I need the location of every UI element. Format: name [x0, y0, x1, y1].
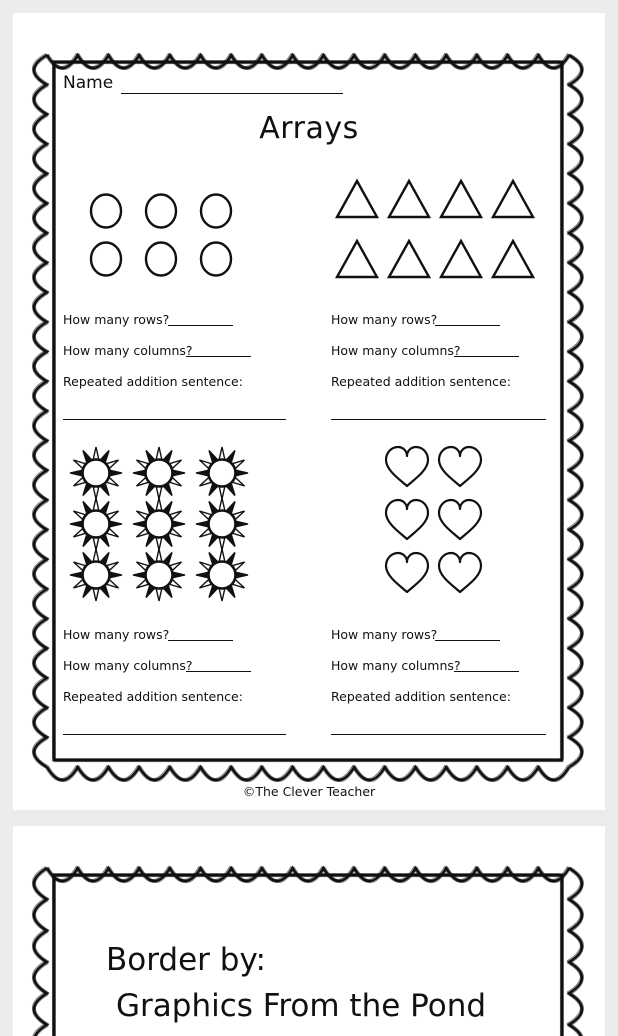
- heart-icon: [386, 553, 428, 592]
- worksheet-page: [13, 13, 605, 810]
- columns-question: How many columns?: [63, 658, 193, 673]
- circle-icon: [146, 243, 176, 276]
- triangle-icon: [441, 181, 481, 217]
- sun-icon: [70, 447, 122, 499]
- columns-blank: [186, 356, 251, 357]
- sentence-question: Repeated addition sentence:: [331, 689, 511, 704]
- sun-array: [70, 447, 248, 601]
- triangle-icon: [337, 181, 377, 217]
- circle-icon: [146, 195, 176, 228]
- rows-question: How many rows?: [331, 312, 438, 327]
- sun-icon: [196, 549, 248, 601]
- sentence-answer-line: [63, 734, 286, 735]
- circle-array: [91, 195, 231, 276]
- credits-line-1: Border by:: [106, 942, 266, 978]
- triangle-array: [337, 181, 533, 277]
- triangle-icon: [389, 241, 429, 277]
- heart-icon: [439, 447, 481, 486]
- rows-blank: [435, 640, 500, 641]
- credits-page: [13, 826, 605, 1036]
- heart-icon: [386, 447, 428, 486]
- rows-blank: [168, 640, 233, 641]
- circle-icon: [201, 243, 231, 276]
- sun-icon: [133, 447, 185, 499]
- columns-blank: [186, 671, 251, 672]
- columns-blank: [454, 671, 519, 672]
- sun-icon: [196, 447, 248, 499]
- triangle-icon: [493, 181, 533, 217]
- copyright-notice: ©The Clever Teacher: [242, 784, 376, 799]
- columns-question: How many columns?: [63, 343, 193, 358]
- rows-question: How many rows?: [63, 627, 170, 642]
- sentence-question: Repeated addition sentence:: [63, 374, 243, 389]
- heart-icon: [439, 553, 481, 592]
- heart-array: [386, 447, 481, 592]
- rows-blank: [168, 325, 233, 326]
- columns-question: How many columns?: [331, 343, 461, 358]
- sentence-answer-line: [331, 734, 546, 735]
- worksheet-title: Arrays: [259, 111, 359, 146]
- sun-icon: [133, 549, 185, 601]
- rows-question: How many rows?: [63, 312, 170, 327]
- circle-icon: [201, 195, 231, 228]
- heart-icon: [439, 500, 481, 539]
- sentence-question: Repeated addition sentence:: [63, 689, 243, 704]
- sun-icon: [70, 549, 122, 601]
- triangle-icon: [389, 181, 429, 217]
- heart-icon: [386, 500, 428, 539]
- columns-blank: [454, 356, 519, 357]
- sentence-answer-line: [63, 419, 286, 420]
- triangle-icon: [493, 241, 533, 277]
- credits-line-2: Graphics From the Pond: [116, 988, 487, 1024]
- sentence-question: Repeated addition sentence:: [331, 374, 511, 389]
- name-label: Name: [63, 73, 114, 93]
- sentence-answer-line: [331, 419, 546, 420]
- triangle-icon: [441, 241, 481, 277]
- triangle-icon: [337, 241, 377, 277]
- rows-blank: [435, 325, 500, 326]
- sun-icon: [133, 498, 185, 550]
- circle-icon: [91, 243, 121, 276]
- circle-icon: [91, 195, 121, 228]
- sun-icon: [70, 498, 122, 550]
- rows-question: How many rows?: [331, 627, 438, 642]
- sun-icon: [196, 498, 248, 550]
- columns-question: How many columns?: [331, 658, 461, 673]
